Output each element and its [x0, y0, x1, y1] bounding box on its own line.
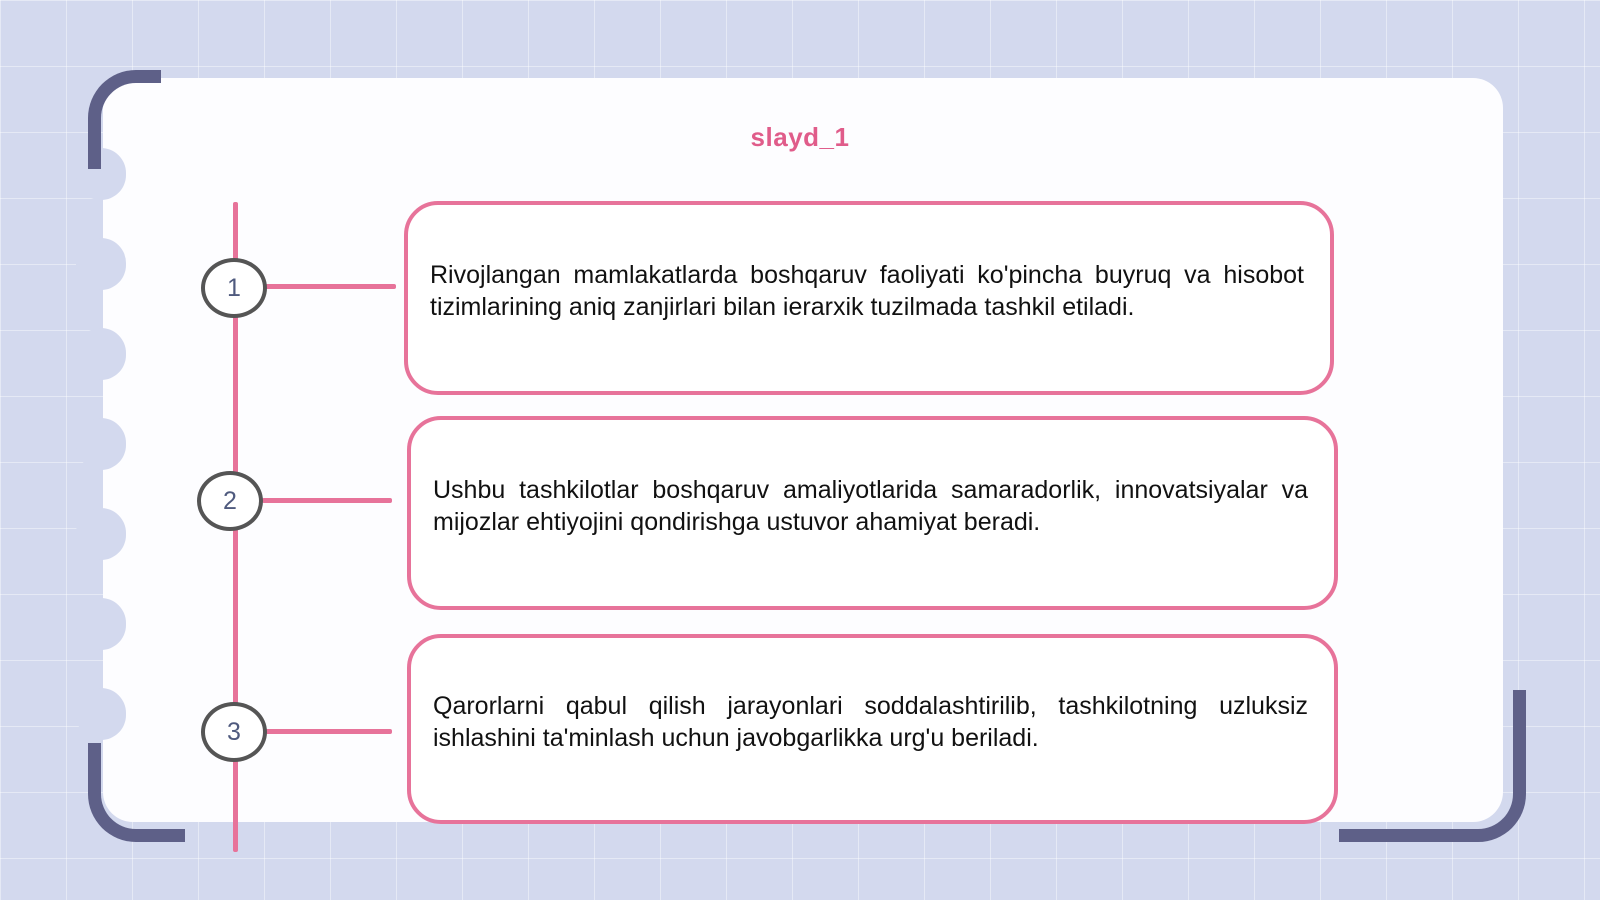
step-card-text: Rivojlangan mamlakatlarda boshqaruv faoliyati ko'pincha buyruq va hisobot tizimlarining aniq zanjirlari bilan ierarxik tuzilmada tashkil etiladi. [430, 261, 1304, 321]
slide-title: slayd_1 [750, 122, 850, 152]
step-card [407, 634, 1338, 824]
step-card [407, 416, 1338, 610]
step-connector [265, 284, 396, 289]
sheet-edge-notch [76, 328, 126, 380]
sheet-edge-notch [76, 418, 126, 470]
step-card [404, 201, 1334, 395]
sheet-edge-notch [76, 598, 126, 650]
corner-bracket-bottom-right [1339, 690, 1526, 842]
corner-bracket-top-left [88, 70, 161, 169]
step-connector [265, 729, 392, 734]
step-card-text: Ushbu tashkilotlar boshqaruv amaliyotlarida samaradorlik, innovatsiyalar va mijozlar ehtiyojini qondirishga ustuvor ahamiyat beradi. [433, 476, 1308, 536]
sheet-edge-notch [76, 688, 126, 740]
step-number-badge: 3 [201, 702, 267, 762]
sheet-edge-notch [76, 508, 126, 560]
step-number-badge: 1 [201, 258, 267, 318]
corner-bracket-bottom-left [88, 743, 185, 842]
sheet-edge-notch [76, 238, 126, 290]
step-card-text: Qarorlarni qabul qilish jarayonlari soddalashtirilib, tashkilotning uzluksiz ishlashini ta'minlash uchun javobgarlikka urg'u beriladi. [433, 692, 1308, 752]
step-number-badge: 2 [197, 471, 263, 531]
step-connector [262, 498, 392, 503]
